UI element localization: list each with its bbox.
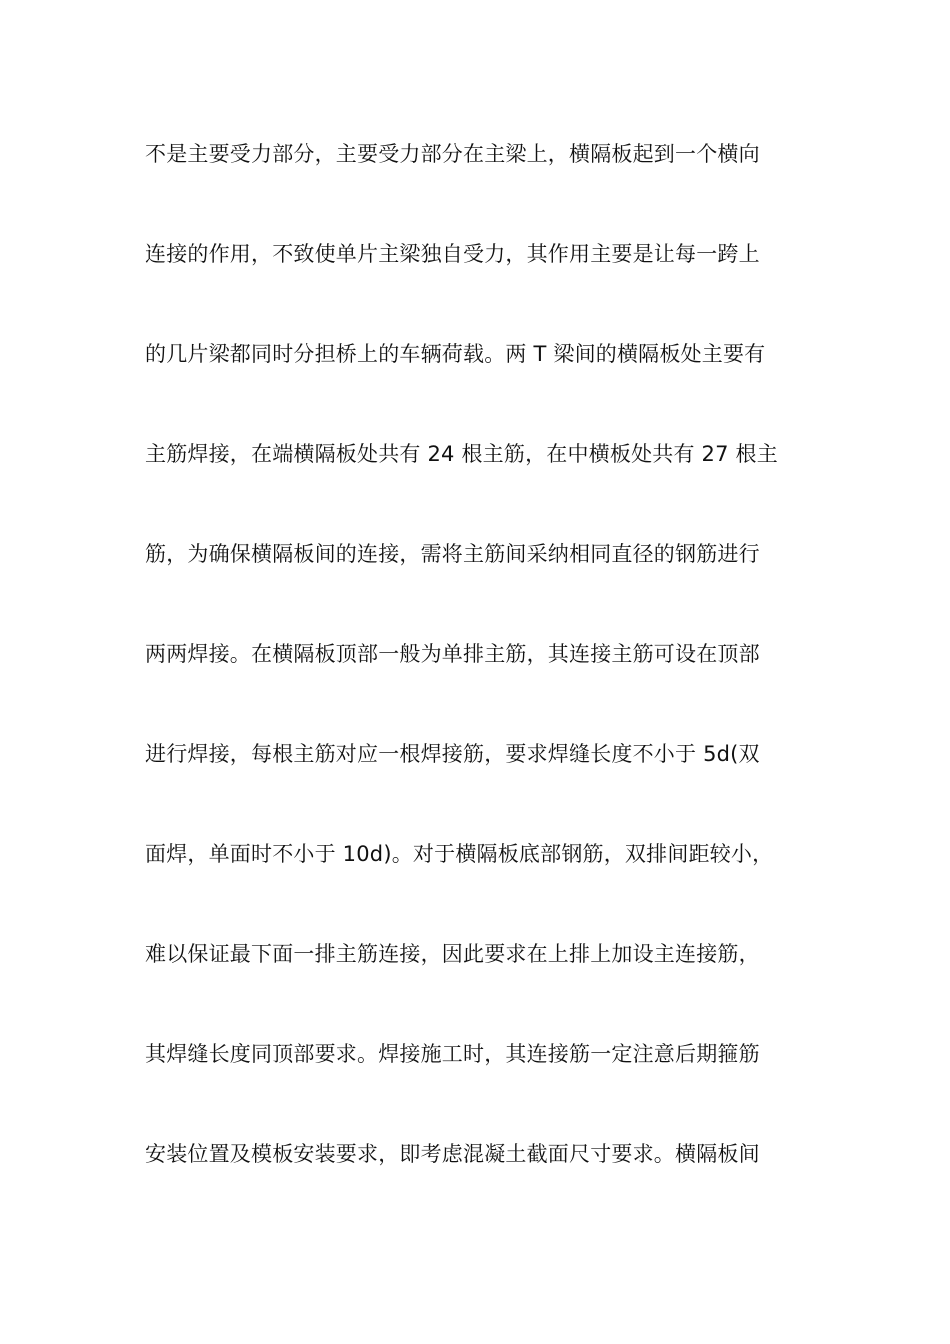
text-line: 其焊缝长度同顶部要求。焊接施工时，其连接筋一定注意后期箍筋 [145, 1042, 760, 1066]
text-line: 不是主要受力部分，主要受力部分在主梁上，横隔板起到一个横向 [145, 142, 760, 166]
text-line: 面焊，单面时不小于 10d)。对于横隔板底部钢筋，双排间距较小， [145, 842, 774, 866]
text-line: 主筋焊接，在端横隔板处共有 24 根主筋，在中横板处共有 27 根主 [145, 442, 778, 466]
text-line: 筋，为确保横隔板间的连接，需将主筋间采纳相同直径的钢筋进行 [145, 542, 760, 566]
text-line: 的几片梁都同时分担桥上的车辆荷载。两 T 梁间的横隔板处主要有 [145, 342, 766, 366]
body-paragraph [145, 136, 815, 1236]
text-line: 安装位置及模板安装要求，即考虑混凝土截面尺寸要求。横隔板间 [145, 1142, 760, 1166]
text-line: 难以保证最下面一排主筋连接，因此要求在上排上加设主连接筋， [145, 942, 760, 966]
text-line: 连接的作用，不致使单片主梁独自受力，其作用主要是让每一跨上 [145, 242, 760, 266]
text-line: 两两焊接。在横隔板顶部一般为单排主筋，其连接主筋可设在顶部 [145, 642, 760, 666]
text-line: 进行焊接，每根主筋对应一根焊接筋，要求焊缝长度不小于 5d(双 [145, 742, 760, 766]
